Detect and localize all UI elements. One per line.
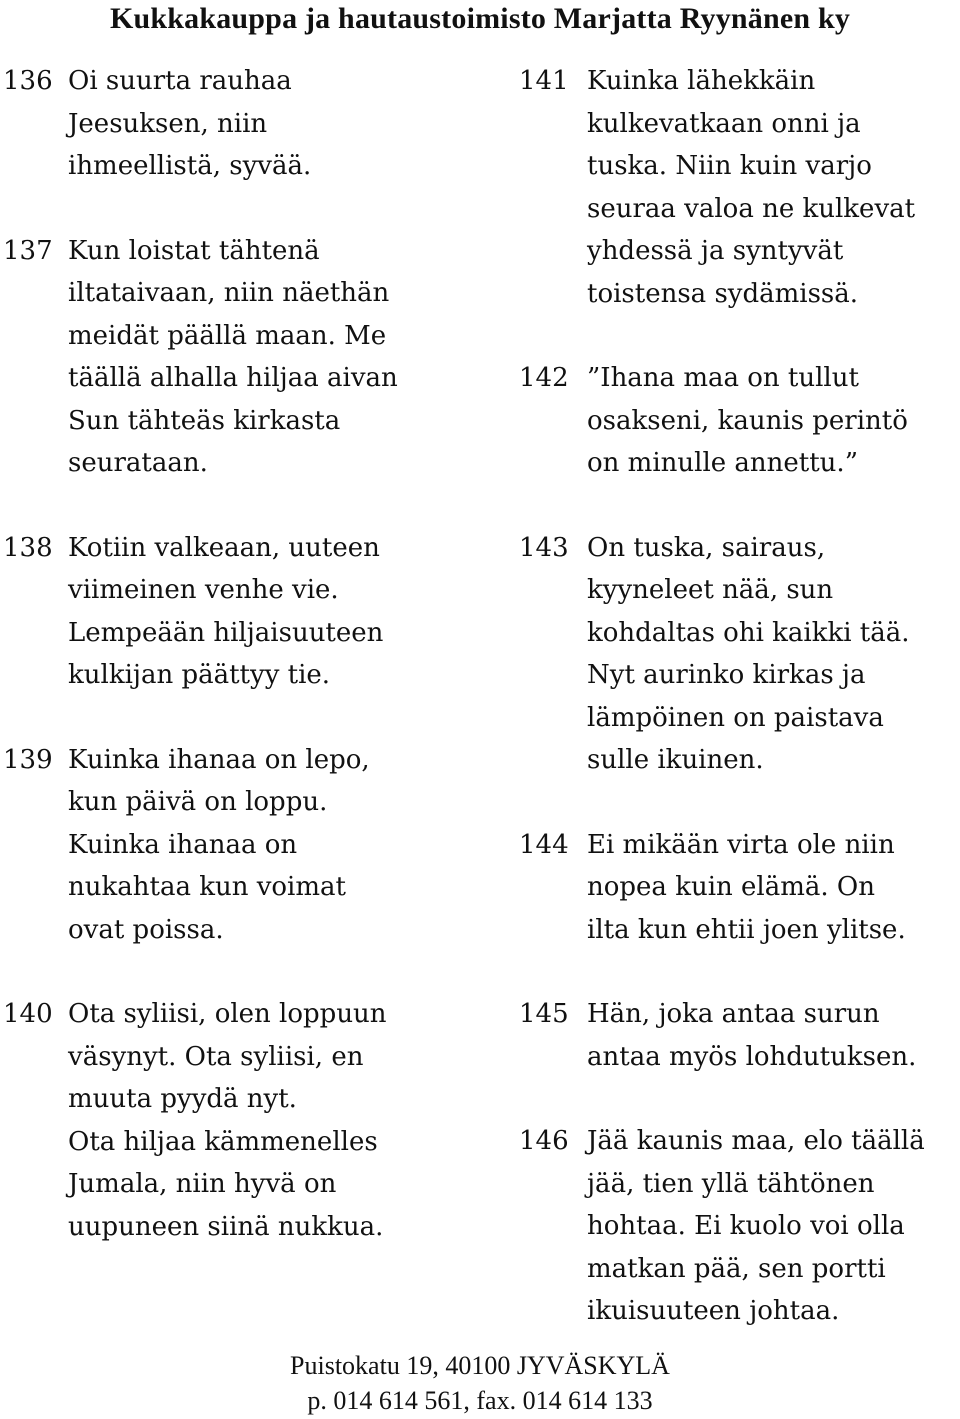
verse-line: ilta kun ehtii joen ylitse. [587,914,906,945]
verse-number: 142 [519,363,569,393]
verse-line: Kuinka ihanaa on [68,829,298,860]
verse-text [68,60,311,188]
verse-line: meidät päällä maan. Me [68,320,387,351]
verse-text [587,357,908,485]
verse-line: muuta pyydä nyt. [68,1084,297,1114]
verse-line: Oi suurta rauhaa [68,66,292,96]
verse-text [587,1120,925,1333]
verse-line: Kotiin valkeaan, uuteen [68,532,380,563]
verse-text [68,993,387,1248]
verse-139 [0,739,470,952]
verse-text [68,527,383,697]
verse-text [68,230,398,485]
verse-line: ikuisuuteen johtaa. [587,1296,840,1326]
verse-line: Lempeään hiljaisuuteen [68,617,384,648]
verse-line: Kun loistat tähtenä [68,235,320,266]
verse-line: ihmeellistä, syvää. [68,151,312,181]
verse-142 [519,357,960,485]
verse-number: 139 [3,744,53,775]
verse-line: sulle ikuinen. [587,745,764,775]
verse-line: toistensa sydämissä. [587,278,859,309]
verse-line: on minulle annettu.” [587,448,858,478]
verse-number: 144 [519,829,569,860]
verse-line: Ei mikään virta ole niin [587,829,895,860]
verse-number: 141 [519,66,569,96]
verse-line: hohtaa. Ei kuolo voi olla [587,1211,905,1241]
verse-line: ”Ihana maa on tullut [587,363,859,393]
verse-number: 137 [3,235,53,266]
verse-138 [0,527,470,697]
verse-line: Hän, joka antaa surun [587,999,880,1029]
verse-line: Jää kaunis maa, elo täällä [587,1126,925,1156]
verse-line: Jeesuksen, niin [68,108,268,139]
verse-line: ovat poissa. [68,914,224,945]
verse-line: Nyt aurinko kirkas ja [587,660,866,690]
verse-line: nopea kuin elämä. On [587,872,875,902]
left-verse-column [0,60,470,1248]
verse-number: 140 [3,999,53,1029]
verse-number: 145 [519,999,569,1029]
verse-143 [519,527,960,782]
verse-line: kulkevatkaan onni ja [587,108,861,139]
verse-number: 138 [3,532,53,563]
verse-141 [519,60,960,315]
verse-line: seurataan. [68,448,208,478]
footer-contact: p. 014 614 561, fax. 014 614 133 [307,1386,653,1415]
verse-line: Ota hiljaa kämmenelles [68,1126,378,1157]
verse-140 [0,993,470,1248]
verse-line: tuska. Niin kuin varjo [587,151,872,181]
verse-line: antaa myös lohdutuksen. [587,1041,917,1072]
verse-line: iltataivaan, niin näethän [68,278,390,308]
verse-line: seuraa valoa ne kulkevat [587,193,916,224]
verse-144 [519,824,960,952]
verse-line: Kuinka ihanaa on lepo, [68,744,370,775]
verse-line: väsynyt. Ota syliisi, en [68,1041,364,1072]
verse-line: Kuinka lähekkäin [587,66,816,96]
verse-text [587,60,915,315]
verse-number: 146 [519,1126,569,1156]
footer-address: Puistokatu 19, 40100 JYVÄSKYLÄ [290,1351,670,1380]
verse-line: jää, tien yllä tähtönen [587,1168,875,1199]
verse-line: uupuneen siinä nukkua. [68,1211,384,1242]
verse-line: kun päivä on loppu. [68,787,328,817]
verse-line: nukahtaa kun voimat [68,872,346,902]
verse-line: Sun tähteäs kirkasta [68,405,341,436]
verse-line: Jumala, niin hyvä on [68,1169,337,1199]
verse-137 [0,230,470,485]
verse-number: 136 [3,66,53,96]
verse-text [587,824,906,952]
verse-line: täällä alhalla hiljaa aivan [68,363,398,393]
verse-line: kyyneleet nää, sun [587,575,834,605]
verse-line: lämpöinen on paistava [587,702,884,733]
verse-line: On tuska, sairaus, [587,532,826,563]
verse-line: kulkijan päättyy tie. [68,660,331,690]
verse-146 [519,1120,960,1333]
verse-136 [0,60,470,188]
verse-line: osakseni, kaunis perintö [587,405,908,436]
right-verse-column [519,60,960,1333]
verse-text [587,527,910,782]
verse-line: viimeinen venhe vie. [68,575,339,605]
verse-text [587,993,916,1078]
verse-145 [519,993,960,1078]
verse-line: matkan pää, sen portti [587,1253,886,1284]
verse-number: 143 [519,532,569,563]
verse-line: yhdessä ja syntyvät [587,236,844,266]
verse-line: Ota syliisi, olen loppuun [68,999,387,1029]
verse-line: kohdaltas ohi kaikki tää. [587,617,910,648]
verse-text [68,739,370,952]
page-title: Kukkakauppa ja hautaustoimisto Marjatta Ryynänen ky [109,2,851,35]
